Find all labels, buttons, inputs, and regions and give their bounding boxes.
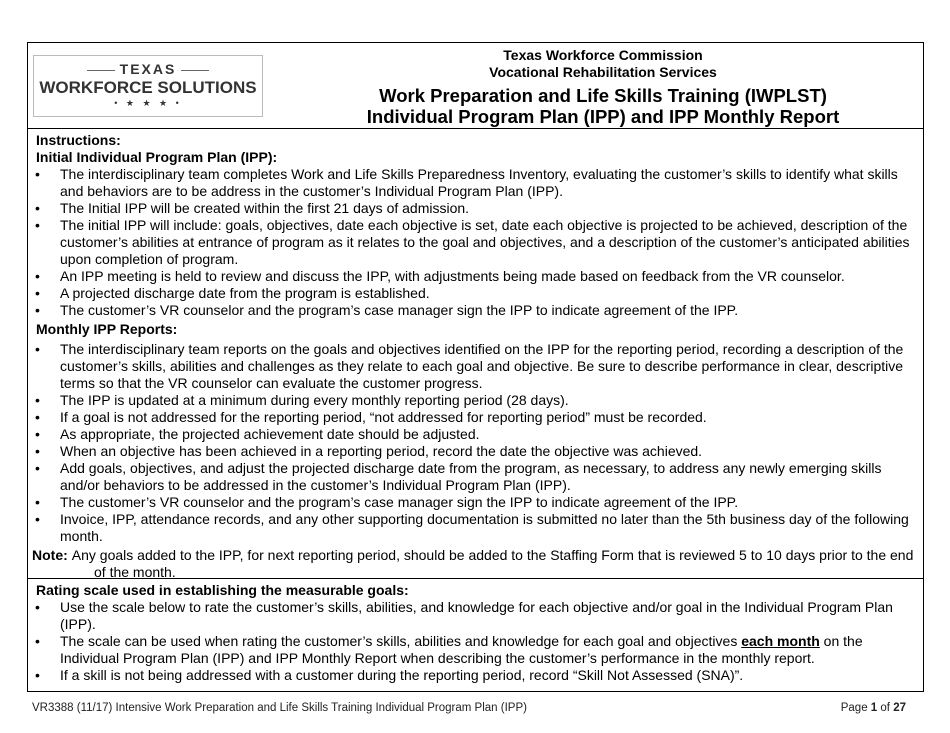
list-item: • A projected discharge date from the program is established. — [28, 285, 923, 302]
list-item: • Add goals, objectives, and adjust the projected discharge date from the program, as necessary, to address any newly emerging skills and/or behaviors to be addressed in the customer’s Individual Program Plan (IPP). — [28, 460, 923, 494]
logo-main-text: WORKFORCE SOLUTIONS — [39, 78, 257, 97]
page-current: 1 — [870, 702, 878, 714]
document-title-line-1: Work Preparation and Life Skills Training (IWPLST) — [379, 85, 827, 106]
logo-stars: • ★ ★ ★ • — [114, 98, 182, 108]
rating-item2-start: The scale can be used when rating the customer’s skills, abilities and knowledge for each goal and objectives — [60, 633, 742, 649]
rating-scale-list — [28, 599, 923, 684]
list-item: • Use the scale below to rate the customer’s skills, abilities, and knowledge for each objective and/or goal in the Individual Program Plan (IPP). — [28, 599, 923, 633]
list-item: • An IPP meeting is held to review and discuss the IPP, with adjustments being made based on feedback from the VR counselor. — [28, 268, 923, 285]
list-item: • If a goal is not addressed for the reporting period, “not addressed for reporting period” must be recorded. — [28, 409, 923, 426]
note-text: Any goals added to the IPP, for next reporting period, should be added to the Staffing Form that is reviewed 5 to 10 days prior to the end of the month. — [71, 547, 914, 580]
list-item: • The Initial IPP will be created within the first 21 days of admission. — [28, 200, 923, 217]
list-item: • If a skill is not being addressed with a customer during the reporting period, record “Skill Not Assessed (SNA)”. — [28, 667, 923, 684]
list-item: • Invoice, IPP, attendance records, and any other supporting documentation is submitted no later than the 5th business day of the following month. — [28, 511, 923, 545]
rating-scale-heading: Rating scale used in establishing the measurable goals: — [36, 582, 409, 598]
instructions-heading: Instructions: — [36, 132, 121, 148]
list-item: • The initial IPP will include: goals, objectives, date each objective is set, date each objective is projected to be achieved, description of the customer’s abilities at entrance of program as it relates to the goal and objectives, and a description of the customer’s anticipated abilities upon completion of program. — [28, 217, 923, 268]
list-item: • When an objective has been achieved in a reporting period, record the date the objective was achieved. — [28, 443, 923, 460]
rating-item2-end: on the Individual Program Plan (IPP) and IPP Monthly Report when describing the customer’s performance in the monthly report. — [60, 633, 863, 666]
texas-workforce-solutions-logo — [33, 55, 263, 117]
list-item: • The interdisciplinary team reports on the goals and objectives identified on the IPP for the reporting period, recording a description of the customer’s skills, abilities and challenges as they relate to each goal and objective. Be sure to describe performance in clear, descriptive terms so that the VR counselor can evaluate the customer progress. — [28, 341, 923, 392]
org-line-2: Vocational Rehabilitation Services — [489, 64, 717, 80]
document-title-line-2: Individual Program Plan (IPP) and IPP Monthly Report — [366, 106, 840, 127]
page-number — [841, 702, 906, 714]
initial-ipp-heading: Initial Individual Program Plan (IPP): — [36, 149, 278, 165]
list-item: • As appropriate, the projected achievement date should be adjusted. — [28, 426, 923, 443]
document-frame — [27, 42, 924, 692]
monthly-ipp-list — [28, 341, 923, 545]
list-item: • The IPP is updated at a minimum during every monthly reporting period (28 days). — [28, 392, 923, 409]
page-total: 27 — [893, 702, 906, 714]
document-header — [28, 43, 923, 129]
list-item: • The customer’s VR counselor and the program’s case manager sign the IPP to indicate agreement of the IPP. — [28, 494, 923, 511]
list-item: • The customer’s VR counselor and the program’s case manager sign the IPP to indicate agreement of the IPP. — [28, 302, 923, 319]
monthly-ipp-heading: Monthly IPP Reports: — [36, 321, 178, 337]
form-id-footer: VR3388 (11/17) Intensive Work Preparation and Life Skills Training Individual Program Plan (IPP) — [32, 702, 527, 714]
list-item — [28, 633, 923, 667]
each-month-emphasis: each month — [741, 633, 820, 649]
instructions-section — [28, 129, 923, 579]
note-label: Note: — [32, 547, 68, 563]
rating-scale-section — [28, 579, 923, 691]
initial-ipp-list — [28, 166, 923, 319]
page-of: of — [880, 702, 890, 714]
logo-top-text: TEXAS — [34, 61, 262, 77]
list-item: • The interdisciplinary team completes Work and Life Skills Preparedness Inventory, evaluating the customer’s skills to identify what skills and behaviors are to be address in the customer’s Individual Program Plan (IPP). — [28, 166, 923, 200]
note-paragraph — [32, 547, 917, 581]
page-label: Page — [840, 702, 868, 714]
org-line-1: Texas Workforce Commission — [503, 47, 703, 63]
